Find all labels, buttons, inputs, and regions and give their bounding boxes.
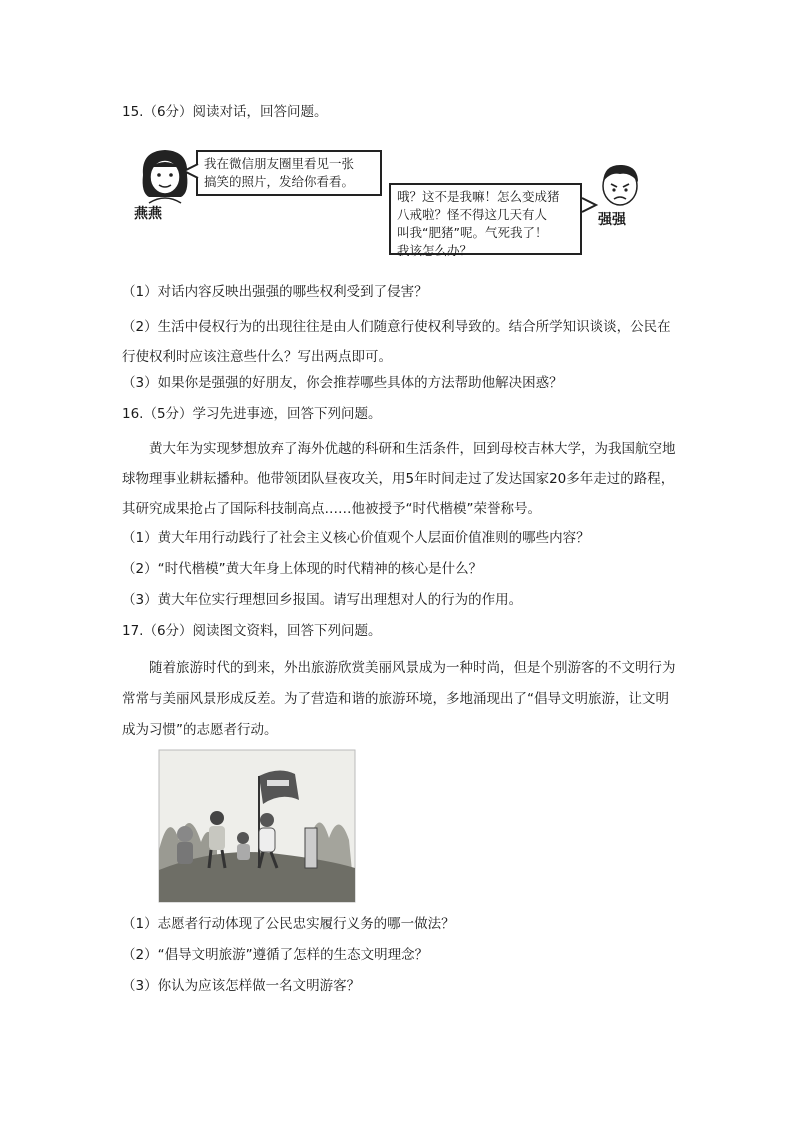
q17-sub2: （2）“倡导文明旅游”遵循了怎样的生态文明理念？ (122, 947, 429, 963)
right-speech-bubble (389, 183, 582, 259)
left-speech-bubble (196, 150, 382, 196)
right-bubble-line: 我该怎么办？ (397, 243, 473, 259)
left-bubble-line: 搞笑的照片，发给你看看。 (204, 174, 355, 190)
q17-sub3: （3）你认为应该怎样做一名文明游客？ (122, 978, 361, 994)
q16-passage-text: 黄大年为实现梦想放弃了海外优越的科研和生活条件，回到母校吉林大学，为我国航空地球物理事业耕耘播种。他带领团队昼夜攻关，用5年时间走过了发达国家20多年走过的路程，其研究成果抢占了国际科技制高点……他被授予“时代楷模”荣誉称号。 (122, 441, 676, 517)
q17-passage-text: 随着旅游时代的到来，外出旅游欣赏美丽风景成为一种时尚，但是个别游客的不文明行为常常与美丽风景形成反差。为了营造和谐的旅游环境，多地涌现出了“倡导文明旅游，让文明成为习惯”的志愿者行动。 (122, 660, 676, 738)
boy-avatar-icon (594, 160, 646, 212)
q15-sub2 (122, 312, 680, 372)
right-bubble-line: 叫我“肥猪”呢。气死我了！ (397, 225, 548, 241)
q16-sub3: （3）黄大年位实行理想回乡报国。请写出理想对人的行为的作用。 (122, 592, 523, 608)
q15-sub2-text: （2）生活中侵权行为的出现往往是由人们随意行使权利导致的。结合所学知识谈谈，公民在行使权利时应该注意些什么？写出两点即可。 (122, 319, 671, 365)
right-character-name: 强强 (598, 212, 626, 228)
q16-passage (122, 434, 680, 524)
q16-sub2: （2）“时代楷模”黄大年身上体现的时代精神的核心是什么？ (122, 561, 483, 577)
volunteers-illustration (159, 750, 355, 902)
q15-header: 15.（6分）阅读对话，回答问题。 (122, 104, 328, 120)
left-character-name: 燕燕 (134, 206, 162, 222)
q16-header: 16.（5分）学习先进事迹，回答下列问题。 (122, 406, 382, 422)
dialogue-comic (130, 140, 650, 260)
q15-sub1: （1）对话内容反映出强强的哪些权利受到了侵害？ (122, 284, 428, 300)
left-bubble-line: 我在微信朋友圈里看见一张 (204, 156, 355, 171)
right-bubble-line: 八戒啦？怪不得这几天有人 (397, 207, 548, 223)
right-bubble-line: 哦？这不是我嘛！怎么变成猪 (397, 189, 560, 204)
q17-header: 17.（6分）阅读图文资料，回答下列问题。 (122, 623, 382, 639)
q16-sub1: （1）黄大年用行动践行了社会主义核心价值观个人层面价值准则的哪些内容？ (122, 530, 590, 546)
bubble-tail-icon (184, 164, 198, 178)
q15-sub3: （3）如果你是强强的好朋友，你会推荐哪些具体的方法帮助他解决困惑？ (122, 375, 563, 391)
q17-passage (122, 653, 680, 746)
q17-sub1: （1）志愿者行动体现了公民忠实履行义务的哪一做法？ (122, 916, 455, 932)
